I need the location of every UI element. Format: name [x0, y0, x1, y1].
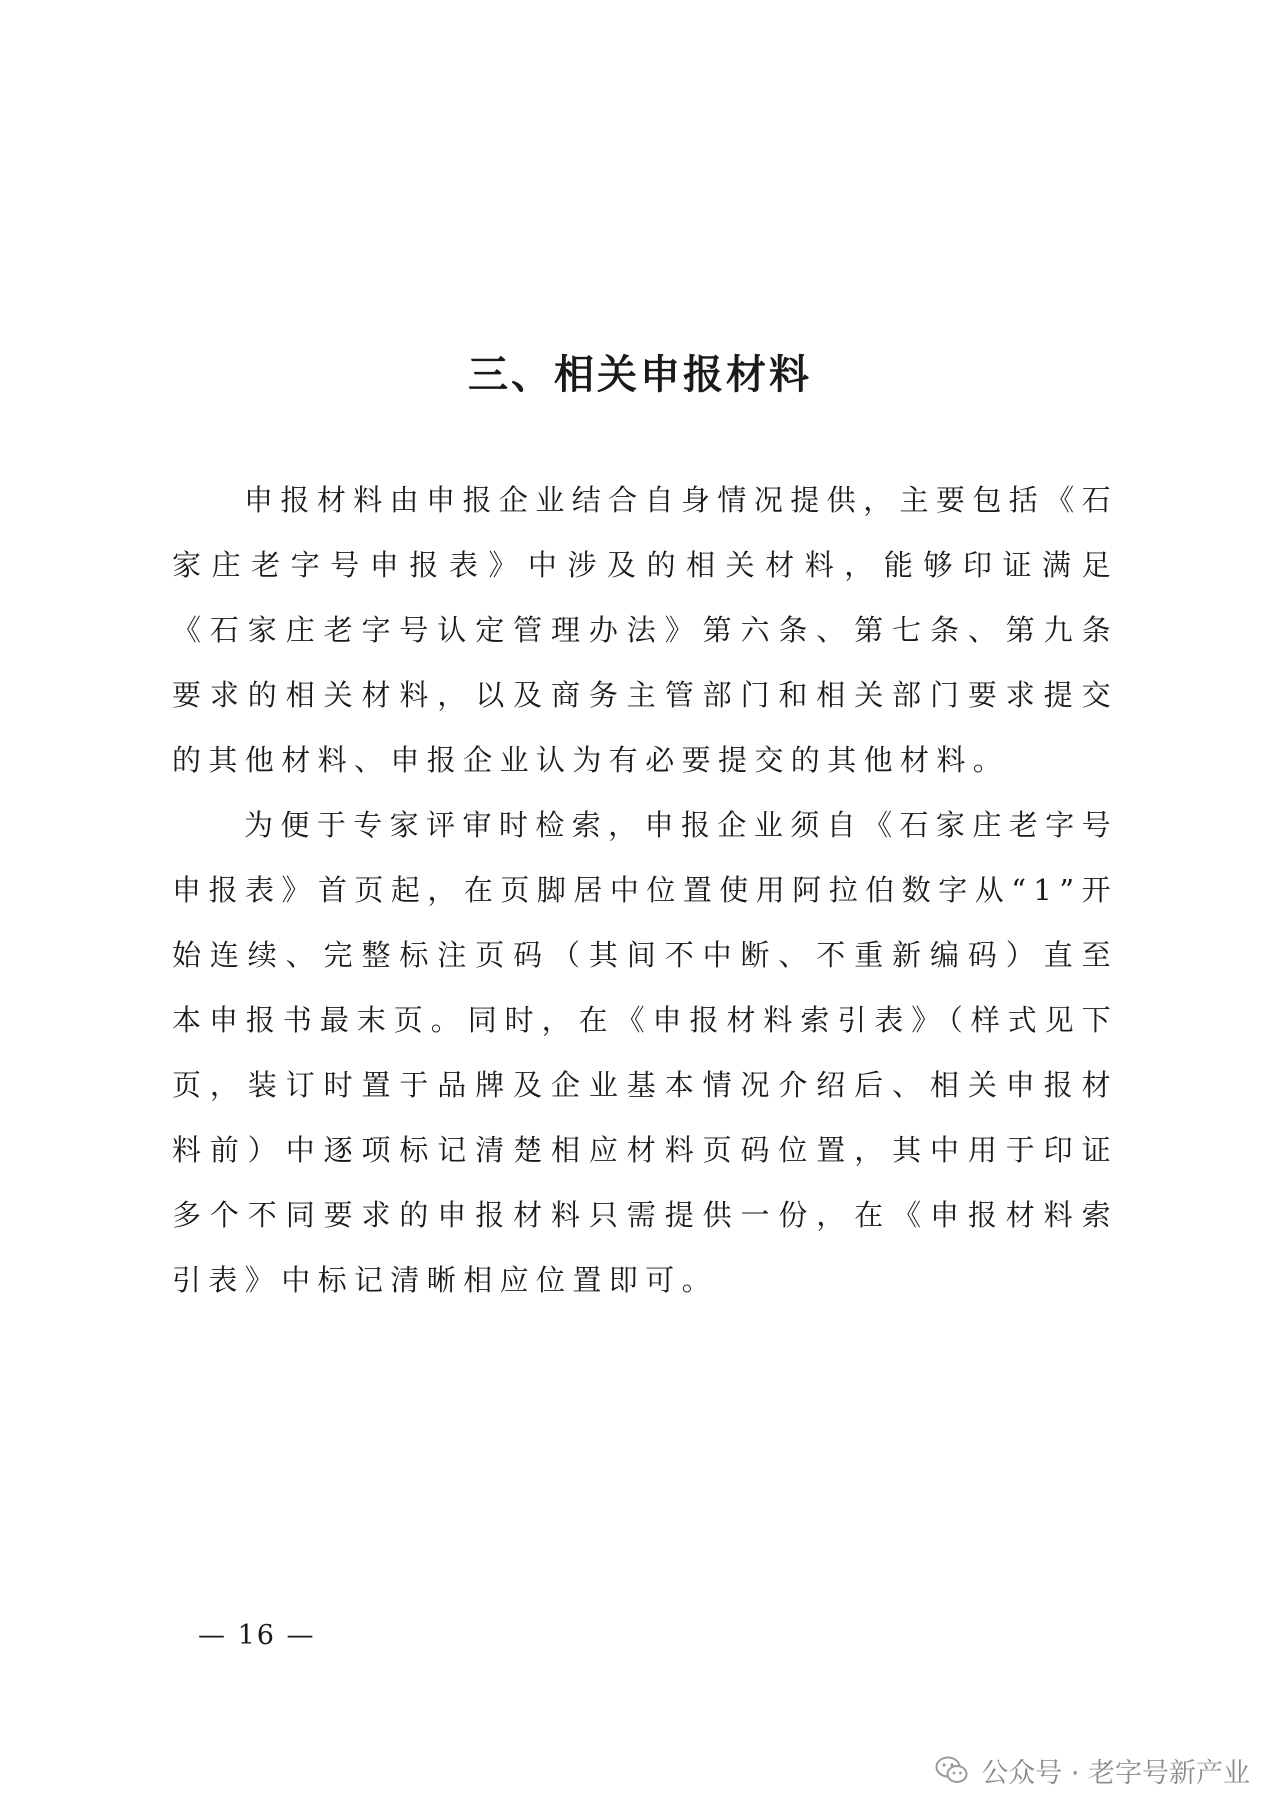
wechat-watermark: [935, 1750, 1250, 1790]
paragraph-materials-scope: 申报材料由申报企业结合自身情况提供，主要包括《石家庄老字号申报表》中涉及的相关材料，能够印证满足《石家庄老字号认定管理办法》第六条、第七条、第九条要求的相关材料，以及商务主管部门和相关部门要求提交的其他材料、申报企业认为有必要提交的其他材料。: [172, 483, 1118, 777]
watermark-text: 公众号 · 老字号新产业: [981, 1757, 1250, 1789]
section-title: 三、相关申报材料: [468, 352, 812, 398]
wechat-icon: [935, 1755, 969, 1785]
paragraph-page-numbering: 为便于专家评审时检索，申报企业须自《石家庄老字号申报表》首页起，在页脚居中位置使用阿拉伯数字从“1”开始连续、完整标注页码（其间不中断、不重新编码）直至本申报书最末页。同时，在《申报材料索引表》（样式见下页，装订时置于品牌及企业基本情况介绍后、相关申报材料前）中逐项标记清楚相应材料页码位置，其中用于印证多个不同要求的申报材料只需提供一份，在《申报材料索引表》中标记清晰相应位置即可。: [172, 808, 1118, 1297]
page-number: — 16 —: [198, 1620, 316, 1651]
body-text: [172, 468, 1118, 1313]
